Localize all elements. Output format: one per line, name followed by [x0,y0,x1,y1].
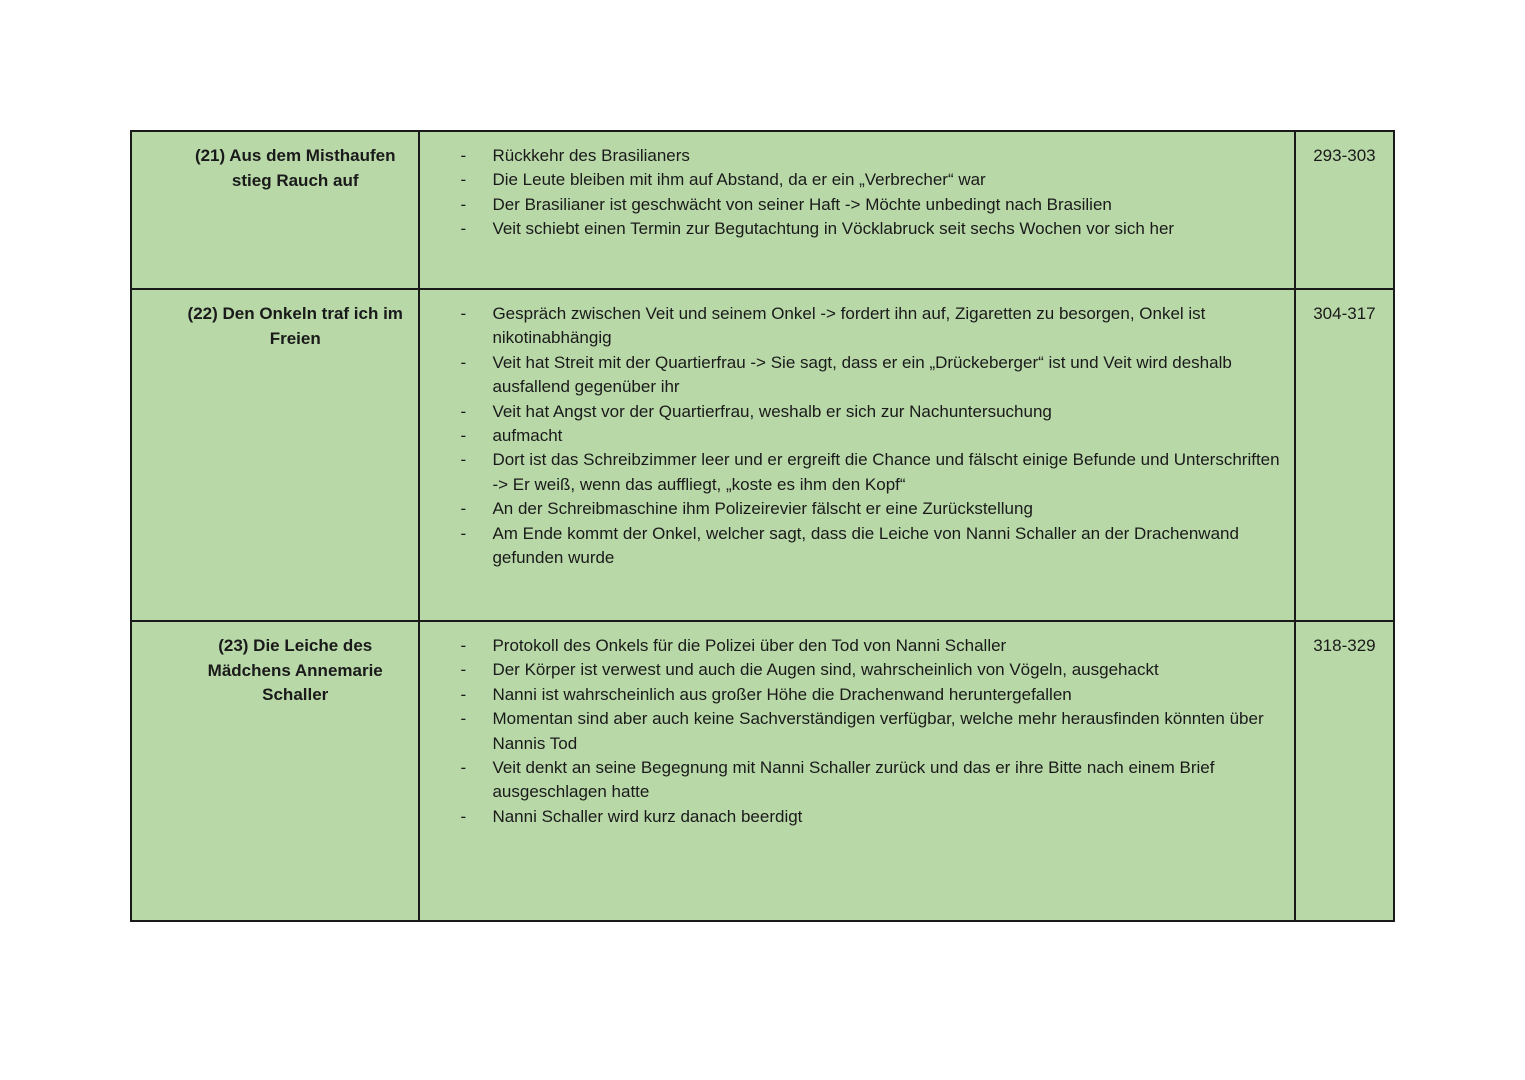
bullet-text: Protokoll des Onkels für die Polizei über den Tod von Nanni Schaller [492,636,1007,655]
bullet-dash: - [460,499,467,519]
chapter-pages-cell [1295,289,1394,621]
chapter-content-cell [419,621,1294,921]
bullet-dash: - [460,304,467,323]
bullet-dash: - [460,352,467,372]
chapter-content-cell [419,131,1294,289]
bullet-text: Dort ist das Schreibzimmer leer und er ergreift die Chance und fälscht einige Befunde und Unterschriften -> Er weiß, wenn das auffliegt, „koste es ihm den Kopf“ [492,450,1280,494]
bullet-dash: - [460,660,467,680]
bullet-dash: - [460,450,467,470]
bullet-dash: - [460,426,467,446]
list-item [460,756,1281,805]
bullet-text: aufmacht [492,426,563,446]
bullet-dash: - [460,170,467,190]
table-row [131,621,1394,921]
table-row [131,131,1394,289]
list-item [460,217,1281,241]
bullet-dash: - [460,636,467,655]
bullet-text: Am Ende kommt der Onkel, welcher sagt, dass die Leiche von Nanni Schaller an der Drachenwand gefunden wurde [492,523,1239,568]
bullet-dash: - [460,806,467,826]
list-item [460,707,1281,756]
chapter-title: (23) Die Leiche des Mädchens Annemarie Schaller [207,636,383,704]
chapter-title-cell [131,131,419,289]
list-item [460,634,1281,658]
list-item [460,522,1281,571]
list-item [460,683,1281,707]
table-row [131,289,1394,621]
page-range: 304-317 [1313,304,1376,323]
bullet-dash: - [460,684,467,704]
bullet-text: Veit hat Angst vor der Quartierfrau, weshalb er sich zur Nachuntersuchung [492,401,1052,421]
bullet-text: Gespräch zwischen Veit und seinem Onkel -> fordert ihn auf, Zigaretten zu besorgen, Onkel ist nikotinabhängig [492,304,1206,348]
bullet-list [420,622,1293,829]
bullet-text: Die Leute bleiben mit ihm auf Abstand, da er ein „Verbrecher“ war [492,170,986,190]
bullet-text: Nanni ist wahrscheinlich aus großer Höhe die Drachenwand heruntergefallen [492,684,1072,704]
bullet-dash: - [460,146,467,165]
bullet-dash: - [460,194,467,214]
bullet-text: Veit hat Streit mit der Quartierfrau -> Sie sagt, dass er ein „Drückeberger“ ist und Veit wird deshalb ausfallend gegenüber ihr [492,352,1232,397]
chapter-summary-table [130,130,1395,922]
bullet-dash: - [460,523,467,543]
bullet-text: Veit denkt an seine Begegnung mit Nanni Schaller zurück und das er ihre Bitte nach einem Brief ausgeschlagen hatte [492,758,1215,802]
bullet-list [420,290,1293,570]
bullet-text: Nanni Schaller wird kurz danach beerdigt [492,806,803,826]
chapter-title-cell [131,289,419,621]
list-item [460,144,1281,168]
bullet-text: Der Körper ist verwest und auch die Augen sind, wahrscheinlich von Vögeln, ausgehackt [492,660,1159,680]
chapter-title: (21) Aus dem Misthaufen stieg Rauch auf [194,146,396,190]
list-item [460,497,1281,521]
chapter-content-cell [419,289,1294,621]
bullet-text: An der Schreibmaschine ihm Polizeirevier fälscht er eine Zurückstellung [492,499,1033,519]
chapter-title: (22) Den Onkeln traf ich im Freien [187,304,403,348]
bullet-text: Rückkehr des Brasilianers [492,146,690,165]
bullet-text: Momentan sind aber auch keine Sachverständigen verfügbar, welche mehr herausfinden könnten über Nannis Tod [492,709,1264,753]
list-item [460,448,1281,497]
chapter-title-cell [131,621,419,921]
bullet-text: Veit schiebt einen Termin zur Begutachtung in Vöcklabruck seit sechs Wochen vor sich her [492,219,1175,239]
bullet-text: Der Brasilianer ist geschwächt von seiner Haft -> Möchte unbedingt nach Brasilien [492,194,1112,214]
list-item [460,424,1281,448]
chapter-pages-cell [1295,621,1394,921]
page-range: 318-329 [1313,636,1376,655]
bullet-list [420,132,1293,242]
list-item [460,193,1281,217]
list-item [460,658,1281,682]
chapter-pages-cell [1295,131,1394,289]
list-item [460,351,1281,400]
list-item [460,400,1281,424]
list-item [460,805,1281,829]
list-item [460,302,1281,351]
bullet-dash: - [460,401,467,421]
list-item [460,168,1281,192]
page-range: 293-303 [1313,146,1376,165]
bullet-dash: - [460,758,467,778]
bullet-dash: - [460,709,467,729]
bullet-dash: - [460,219,467,239]
